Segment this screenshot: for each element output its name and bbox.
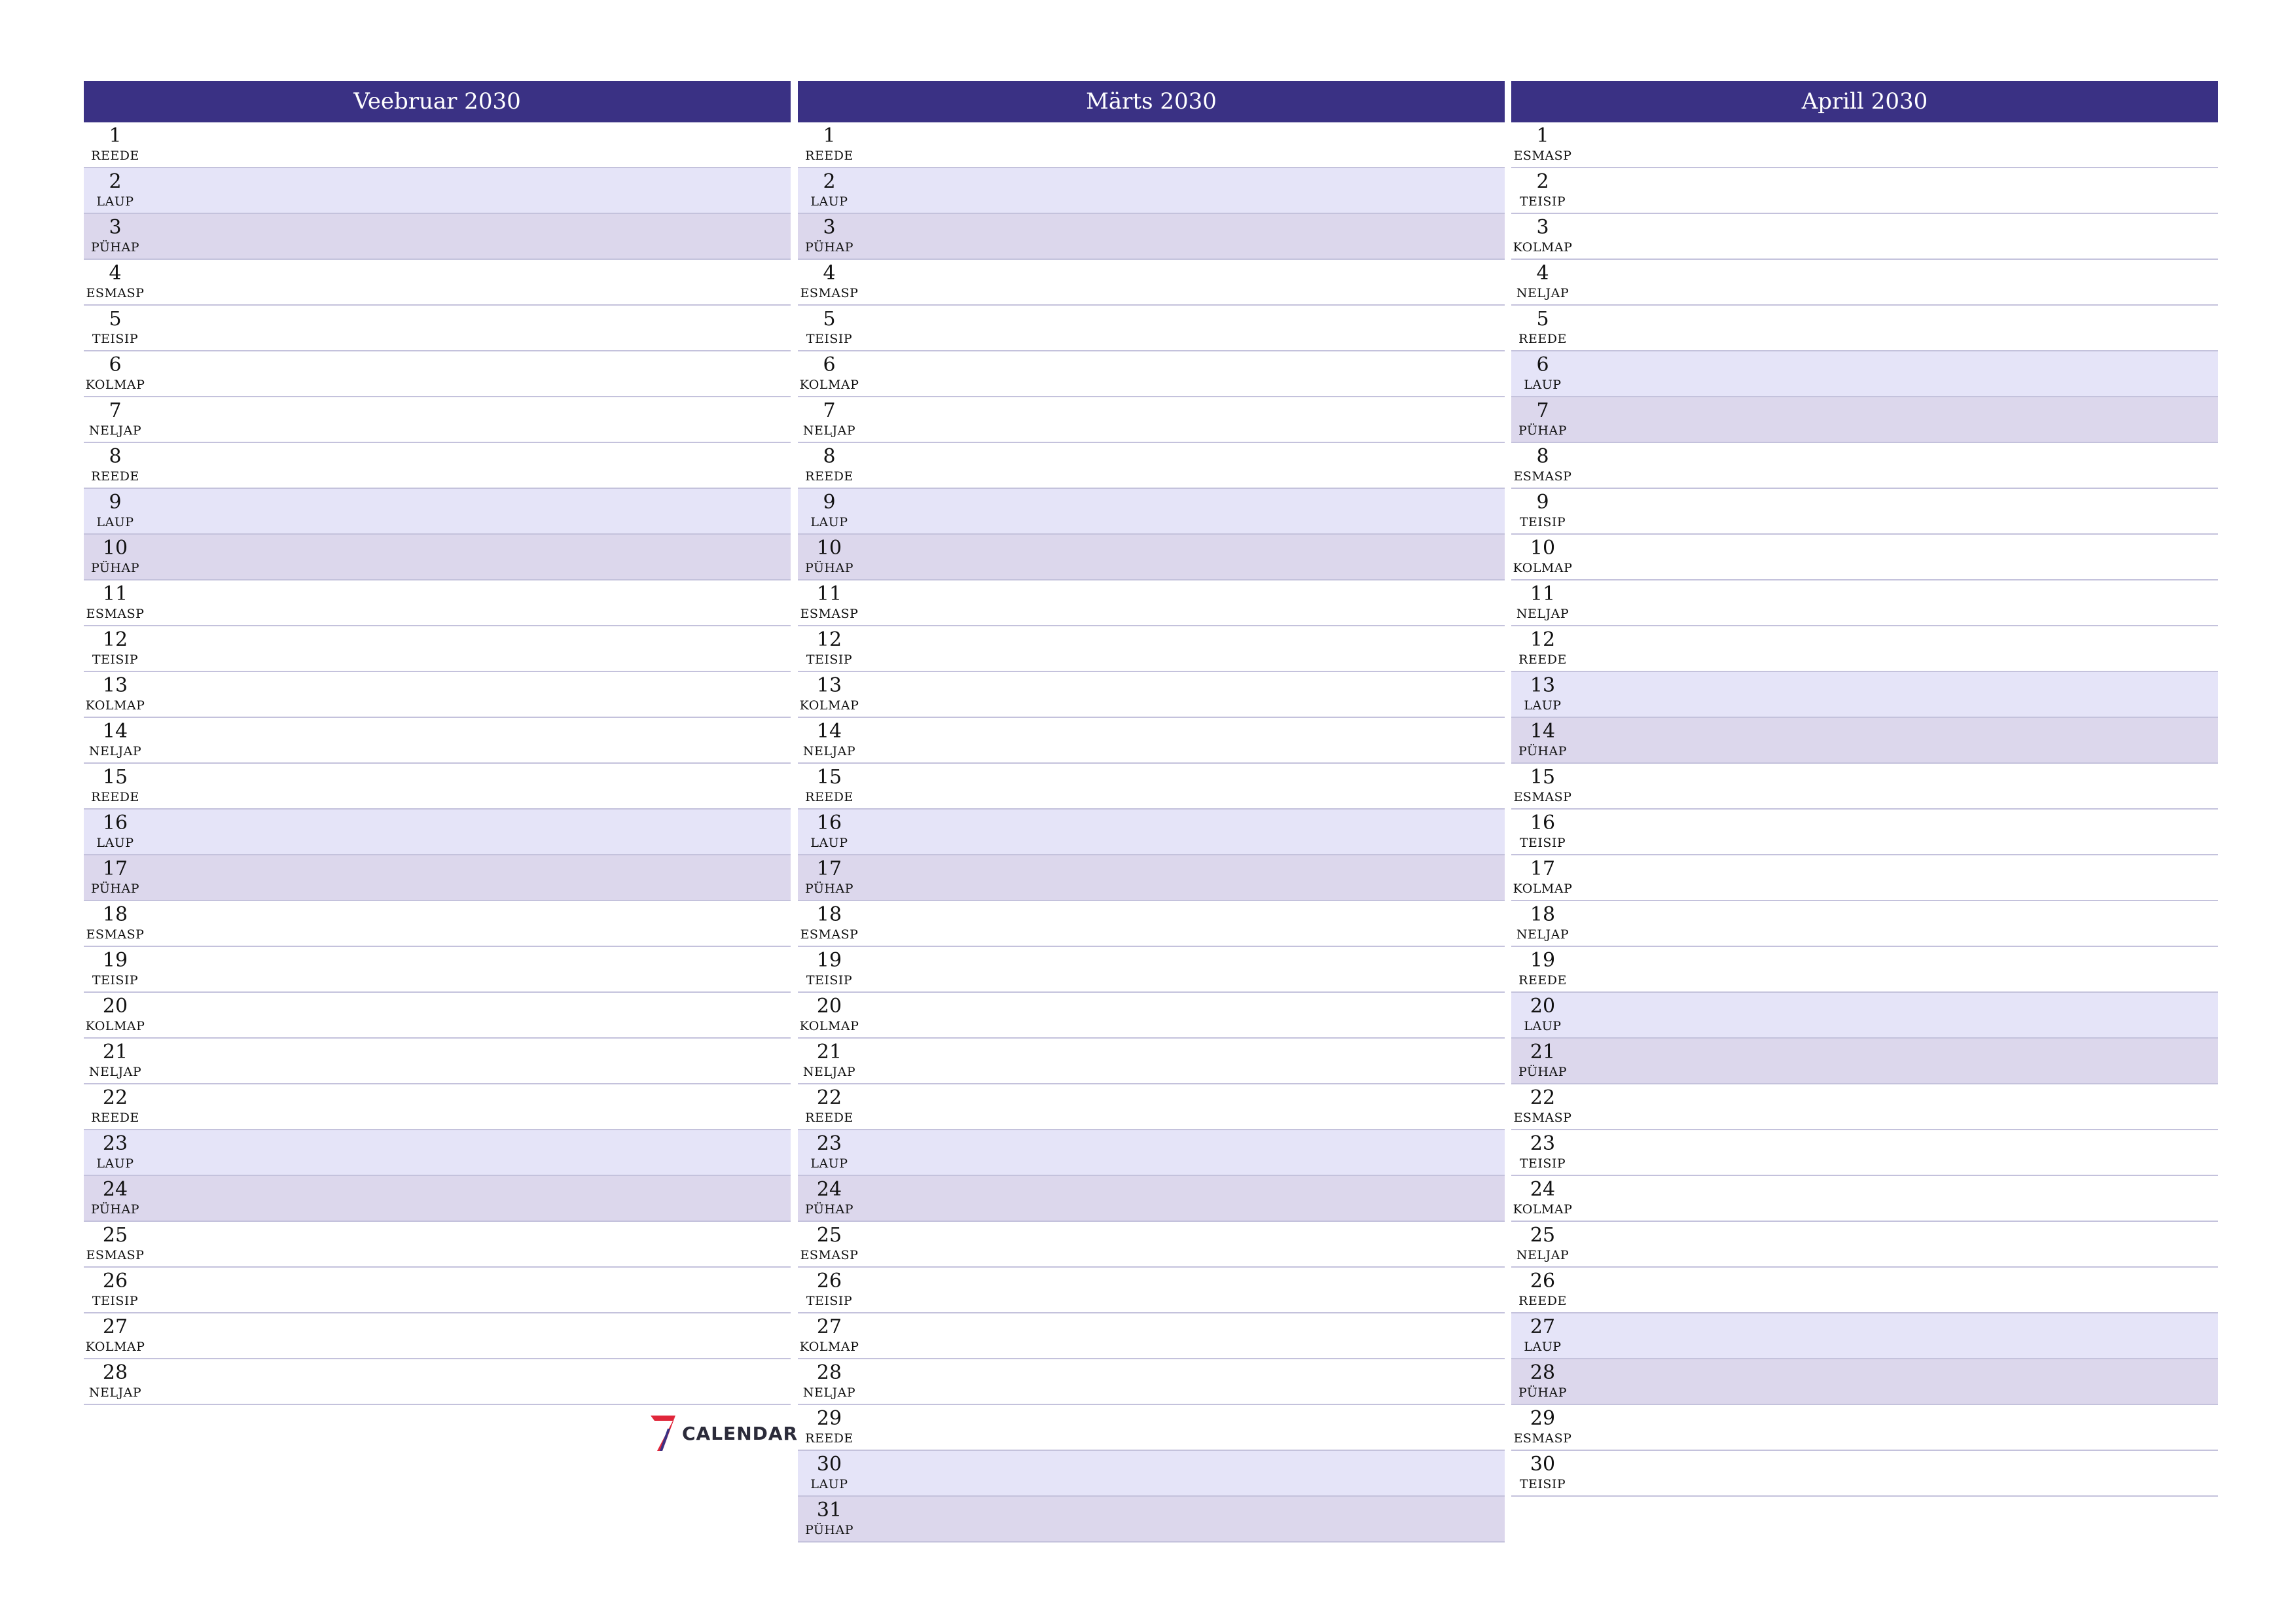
day-number: 3 xyxy=(823,216,836,239)
day-number: 23 xyxy=(1530,1132,1556,1155)
day-number: 12 xyxy=(102,628,128,651)
day-number: 14 xyxy=(102,720,128,743)
weekday-label: REEDE xyxy=(805,790,853,804)
weekday-label: TEISIP xyxy=(1519,1477,1566,1491)
day-row[interactable] xyxy=(84,1222,791,1268)
day-row[interactable] xyxy=(798,1084,1505,1130)
weekday-label: KOLMAP xyxy=(85,1019,145,1033)
day-row[interactable] xyxy=(84,947,791,993)
logo-text: CALENDAR xyxy=(682,1422,798,1444)
seven-calendar-logo-icon xyxy=(648,1414,677,1452)
weekday-label: ESMASP xyxy=(1513,1431,1572,1446)
weekday-label: ESMASP xyxy=(1513,790,1572,804)
day-number: 6 xyxy=(823,353,836,376)
day-row[interactable] xyxy=(1511,168,2218,214)
day-row[interactable] xyxy=(798,1039,1505,1084)
day-number: 2 xyxy=(823,170,836,193)
day-row[interactable] xyxy=(84,214,791,260)
day-row[interactable] xyxy=(1511,1405,2218,1451)
day-number: 15 xyxy=(102,766,128,789)
weekday-label: KOLMAP xyxy=(799,378,859,392)
day-row[interactable] xyxy=(798,260,1505,306)
day-number: 19 xyxy=(1530,949,1556,972)
weekday-label: PÜHAP xyxy=(804,1523,854,1537)
weekday-label: TEISIP xyxy=(92,973,139,988)
weekday-label: LAUP xyxy=(810,515,848,529)
day-number: 10 xyxy=(1530,537,1556,560)
weekday-label: NELJAP xyxy=(88,1065,142,1079)
weekday-label: LAUP xyxy=(96,836,134,850)
weekday-label: TEISIP xyxy=(92,1294,139,1308)
day-number: 28 xyxy=(1530,1361,1556,1384)
weekday-label: NELJAP xyxy=(802,423,856,438)
day-number: 27 xyxy=(1530,1315,1556,1338)
day-number: 26 xyxy=(102,1270,128,1293)
weekday-label: PÜHAP xyxy=(1518,1385,1568,1400)
day-row[interactable] xyxy=(1511,214,2218,260)
weekday-label: ESMASP xyxy=(800,286,859,300)
weekday-label: KOLMAP xyxy=(799,1340,859,1354)
weekday-label: ESMASP xyxy=(1513,149,1572,163)
month-column-april xyxy=(1511,81,2218,1497)
day-row[interactable] xyxy=(84,1268,791,1313)
day-row[interactable] xyxy=(798,718,1505,764)
weekday-label: REEDE xyxy=(91,790,139,804)
month-title: Veebruar 2030 xyxy=(84,81,791,122)
day-number: 22 xyxy=(1530,1086,1556,1109)
day-row[interactable] xyxy=(1511,855,2218,901)
day-number: 1 xyxy=(823,124,836,147)
weekday-label: REEDE xyxy=(91,469,139,484)
day-row[interactable] xyxy=(84,718,791,764)
day-number: 21 xyxy=(102,1041,128,1063)
day-number: 19 xyxy=(816,949,842,972)
day-number: 30 xyxy=(1530,1453,1556,1476)
day-number: 22 xyxy=(816,1086,842,1109)
day-row[interactable] xyxy=(798,810,1505,855)
day-number: 5 xyxy=(823,308,836,330)
day-row[interactable] xyxy=(1511,1084,2218,1130)
day-number: 24 xyxy=(1530,1178,1556,1201)
day-row[interactable] xyxy=(1511,260,2218,306)
day-number: 4 xyxy=(1536,262,1549,285)
day-row[interactable] xyxy=(798,901,1505,947)
weekday-label: REEDE xyxy=(1518,652,1567,667)
day-row[interactable] xyxy=(798,1359,1505,1405)
weekday-label: TEISIP xyxy=(806,332,853,346)
weekday-label: PÜHAP xyxy=(1518,744,1568,758)
weekday-label: REEDE xyxy=(1518,973,1567,988)
day-number: 25 xyxy=(1530,1224,1556,1247)
day-number: 5 xyxy=(109,308,122,330)
weekday-label: ESMASP xyxy=(800,1248,859,1262)
day-number: 1 xyxy=(109,124,122,147)
weekday-label: ESMASP xyxy=(86,1248,145,1262)
day-number: 11 xyxy=(102,582,128,605)
day-number: 9 xyxy=(823,491,836,514)
weekday-label: PÜHAP xyxy=(1518,423,1568,438)
weekday-label: NELJAP xyxy=(1516,927,1570,942)
weekday-label: LAUP xyxy=(1524,378,1562,392)
day-number: 4 xyxy=(823,262,836,285)
day-number: 28 xyxy=(816,1361,842,1384)
weekday-label: PÜHAP xyxy=(804,882,854,896)
day-row[interactable] xyxy=(798,1268,1505,1313)
day-row[interactable] xyxy=(798,626,1505,672)
day-row[interactable] xyxy=(1511,993,2218,1039)
day-number: 26 xyxy=(816,1270,842,1293)
day-row[interactable] xyxy=(84,1039,791,1084)
day-row[interactable] xyxy=(1511,1451,2218,1497)
day-number: 24 xyxy=(102,1178,128,1201)
day-row[interactable] xyxy=(798,489,1505,535)
weekday-label: TEISIP xyxy=(1519,515,1566,529)
weekday-label: REEDE xyxy=(805,1431,853,1446)
day-number: 21 xyxy=(816,1041,842,1063)
weekday-label: LAUP xyxy=(96,1156,134,1171)
day-row[interactable] xyxy=(84,1130,791,1176)
weekday-label: NELJAP xyxy=(1516,607,1570,621)
weekday-label: NELJAP xyxy=(1516,286,1570,300)
weekday-label: PÜHAP xyxy=(804,1202,854,1217)
day-row[interactable] xyxy=(1511,1039,2218,1084)
day-number: 26 xyxy=(1530,1270,1556,1293)
day-number: 31 xyxy=(816,1499,842,1522)
weekday-label: TEISIP xyxy=(806,1294,853,1308)
weekday-label: ESMASP xyxy=(86,927,145,942)
day-row[interactable] xyxy=(84,443,791,489)
day-row[interactable] xyxy=(798,672,1505,718)
weekday-label: TEISIP xyxy=(1519,836,1566,850)
day-number: 8 xyxy=(823,445,836,468)
day-number: 8 xyxy=(1536,445,1549,468)
weekday-label: ESMASP xyxy=(86,286,145,300)
weekday-label: TEISIP xyxy=(1519,1156,1566,1171)
day-row[interactable] xyxy=(84,901,791,947)
day-row[interactable] xyxy=(798,1451,1505,1497)
month-column-march xyxy=(798,81,1505,1543)
day-number: 1 xyxy=(1536,124,1549,147)
day-row[interactable] xyxy=(84,1084,791,1130)
day-row[interactable] xyxy=(1511,351,2218,397)
day-row[interactable] xyxy=(1511,489,2218,535)
weekday-label: TEISIP xyxy=(1519,194,1566,209)
weekday-label: REEDE xyxy=(805,1111,853,1125)
day-row[interactable] xyxy=(1511,672,2218,718)
day-number: 22 xyxy=(102,1086,128,1109)
day-row[interactable] xyxy=(84,260,791,306)
day-number: 15 xyxy=(1530,766,1556,789)
weekday-label: ESMASP xyxy=(800,927,859,942)
weekday-label: LAUP xyxy=(96,194,134,209)
weekday-label: NELJAP xyxy=(88,744,142,758)
day-row[interactable] xyxy=(798,1176,1505,1222)
day-number: 25 xyxy=(102,1224,128,1247)
weekday-label: ESMASP xyxy=(86,607,145,621)
day-number: 27 xyxy=(816,1315,842,1338)
weekday-label: REEDE xyxy=(91,1111,139,1125)
day-row[interactable] xyxy=(1511,306,2218,351)
day-number: 16 xyxy=(102,812,128,834)
day-number: 18 xyxy=(102,903,128,926)
day-number: 25 xyxy=(816,1224,842,1247)
weekday-label: LAUP xyxy=(96,515,134,529)
weekday-label: REEDE xyxy=(805,149,853,163)
day-number: 13 xyxy=(1530,674,1556,697)
day-number: 23 xyxy=(816,1132,842,1155)
weekday-label: LAUP xyxy=(1524,1340,1562,1354)
day-row[interactable] xyxy=(1511,626,2218,672)
weekday-label: NELJAP xyxy=(88,423,142,438)
weekday-label: KOLMAP xyxy=(85,1340,145,1354)
weekday-label: KOLMAP xyxy=(85,378,145,392)
weekday-label: KOLMAP xyxy=(799,698,859,713)
month-title: Märts 2030 xyxy=(798,81,1505,122)
day-row[interactable] xyxy=(1511,397,2218,443)
weekday-label: PÜHAP xyxy=(804,240,854,255)
day-number: 7 xyxy=(1536,399,1549,422)
day-number: 13 xyxy=(102,674,128,697)
day-number: 16 xyxy=(1530,812,1556,834)
day-number: 14 xyxy=(1530,720,1556,743)
day-row[interactable] xyxy=(1511,1222,2218,1268)
day-number: 29 xyxy=(1530,1407,1556,1430)
day-row[interactable] xyxy=(84,764,791,810)
weekday-label: LAUP xyxy=(1524,1019,1562,1033)
weekday-label: LAUP xyxy=(810,194,848,209)
day-number: 17 xyxy=(816,857,842,880)
day-row[interactable] xyxy=(798,351,1505,397)
day-row[interactable] xyxy=(798,397,1505,443)
day-row[interactable] xyxy=(1511,947,2218,993)
weekday-label: ESMASP xyxy=(1513,1111,1572,1125)
day-row[interactable] xyxy=(1511,901,2218,947)
weekday-label: LAUP xyxy=(810,1156,848,1171)
weekday-label: PÜHAP xyxy=(90,882,140,896)
day-number: 7 xyxy=(823,399,836,422)
day-row[interactable] xyxy=(1511,1130,2218,1176)
day-number: 5 xyxy=(1536,308,1549,330)
day-row[interactable] xyxy=(1511,443,2218,489)
day-number: 3 xyxy=(109,216,122,239)
day-number: 6 xyxy=(109,353,122,376)
day-list xyxy=(1511,122,2218,1497)
day-list xyxy=(84,122,791,1405)
day-number: 18 xyxy=(816,903,842,926)
day-row[interactable] xyxy=(1511,1176,2218,1222)
day-row[interactable] xyxy=(84,993,791,1039)
weekday-label: KOLMAP xyxy=(85,698,145,713)
day-number: 17 xyxy=(102,857,128,880)
day-number: 20 xyxy=(1530,995,1556,1018)
day-number: 3 xyxy=(1536,216,1549,239)
day-number: 24 xyxy=(816,1178,842,1201)
day-row[interactable] xyxy=(1511,810,2218,855)
day-number: 20 xyxy=(816,995,842,1018)
day-row[interactable] xyxy=(84,397,791,443)
day-number: 10 xyxy=(816,537,842,560)
weekday-label: TEISIP xyxy=(92,332,139,346)
day-number: 30 xyxy=(816,1453,842,1476)
weekday-label: NELJAP xyxy=(1516,1248,1570,1262)
weekday-label: KOLMAP xyxy=(1513,1202,1573,1217)
day-row[interactable] xyxy=(798,1130,1505,1176)
day-row[interactable] xyxy=(84,855,791,901)
day-row[interactable] xyxy=(84,168,791,214)
weekday-label: LAUP xyxy=(810,836,848,850)
weekday-label: NELJAP xyxy=(802,1385,856,1400)
day-row[interactable] xyxy=(84,351,791,397)
weekday-label: REEDE xyxy=(805,469,853,484)
day-row[interactable] xyxy=(798,535,1505,580)
day-row[interactable] xyxy=(84,122,791,168)
day-number: 21 xyxy=(1530,1041,1556,1063)
day-number: 12 xyxy=(816,628,842,651)
weekday-label: PÜHAP xyxy=(90,1202,140,1217)
day-row[interactable] xyxy=(1511,122,2218,168)
day-row[interactable] xyxy=(1511,764,2218,810)
day-number: 9 xyxy=(1536,491,1549,514)
weekday-label: KOLMAP xyxy=(1513,561,1573,575)
weekday-label: TEISIP xyxy=(806,973,853,988)
day-row[interactable] xyxy=(84,306,791,351)
calendar-logo[interactable] xyxy=(648,1414,798,1453)
day-number: 17 xyxy=(1530,857,1556,880)
day-row[interactable] xyxy=(84,489,791,535)
month-column-february xyxy=(84,81,791,1405)
day-number: 18 xyxy=(1530,903,1556,926)
day-number: 2 xyxy=(109,170,122,193)
day-row[interactable] xyxy=(798,168,1505,214)
weekday-label: KOLMAP xyxy=(1513,240,1573,255)
day-number: 10 xyxy=(102,537,128,560)
day-number: 8 xyxy=(109,445,122,468)
day-number: 23 xyxy=(102,1132,128,1155)
day-row[interactable] xyxy=(798,1313,1505,1359)
day-number: 19 xyxy=(102,949,128,972)
weekday-label: TEISIP xyxy=(806,652,853,667)
weekday-label: NELJAP xyxy=(802,744,856,758)
day-row[interactable] xyxy=(798,764,1505,810)
weekday-label: REEDE xyxy=(91,149,139,163)
day-row[interactable] xyxy=(84,672,791,718)
day-row[interactable] xyxy=(84,626,791,672)
day-number: 15 xyxy=(816,766,842,789)
weekday-label: PÜHAP xyxy=(804,561,854,575)
day-row[interactable] xyxy=(84,1176,791,1222)
day-number: 28 xyxy=(102,1361,128,1384)
day-row[interactable] xyxy=(798,306,1505,351)
day-number: 7 xyxy=(109,399,122,422)
day-number: 14 xyxy=(816,720,842,743)
day-number: 2 xyxy=(1536,170,1549,193)
day-row[interactable] xyxy=(1511,1359,2218,1405)
day-row[interactable] xyxy=(798,1405,1505,1451)
weekday-label: TEISIP xyxy=(92,652,139,667)
day-row[interactable] xyxy=(798,443,1505,489)
day-number: 11 xyxy=(816,582,842,605)
weekday-label: PÜHAP xyxy=(1518,1065,1568,1079)
day-row[interactable] xyxy=(798,993,1505,1039)
day-row[interactable] xyxy=(798,580,1505,626)
day-row[interactable] xyxy=(84,810,791,855)
day-row[interactable] xyxy=(84,580,791,626)
day-number: 20 xyxy=(102,995,128,1018)
weekday-label: ESMASP xyxy=(1513,469,1572,484)
day-row[interactable] xyxy=(1511,1313,2218,1359)
weekday-label: REEDE xyxy=(1518,1294,1567,1308)
month-title: Aprill 2030 xyxy=(1511,81,2218,122)
day-number: 16 xyxy=(816,812,842,834)
day-number: 27 xyxy=(102,1315,128,1338)
day-row[interactable] xyxy=(1511,1268,2218,1313)
weekday-label: KOLMAP xyxy=(1513,882,1573,896)
weekday-label: NELJAP xyxy=(88,1385,142,1400)
day-row[interactable] xyxy=(84,1313,791,1359)
day-row[interactable] xyxy=(84,1359,791,1405)
weekday-label: KOLMAP xyxy=(799,1019,859,1033)
day-number: 6 xyxy=(1536,353,1549,376)
day-number: 13 xyxy=(816,674,842,697)
day-number: 11 xyxy=(1530,582,1556,605)
day-row[interactable] xyxy=(798,214,1505,260)
day-row[interactable] xyxy=(798,122,1505,168)
day-number: 4 xyxy=(109,262,122,285)
day-row[interactable] xyxy=(798,1222,1505,1268)
day-row[interactable] xyxy=(1511,718,2218,764)
day-number: 29 xyxy=(816,1407,842,1430)
weekday-label: ESMASP xyxy=(800,607,859,621)
weekday-label: PÜHAP xyxy=(90,561,140,575)
day-row[interactable] xyxy=(1511,535,2218,580)
weekday-label: NELJAP xyxy=(802,1065,856,1079)
day-row[interactable] xyxy=(798,1497,1505,1543)
day-row[interactable] xyxy=(798,855,1505,901)
day-list xyxy=(798,122,1505,1543)
day-row[interactable] xyxy=(1511,580,2218,626)
weekday-label: PÜHAP xyxy=(90,240,140,255)
day-number: 12 xyxy=(1530,628,1556,651)
weekday-label: LAUP xyxy=(1524,698,1562,713)
weekday-label: REEDE xyxy=(1518,332,1567,346)
weekday-label: LAUP xyxy=(810,1477,848,1491)
day-row[interactable] xyxy=(84,535,791,580)
day-row[interactable] xyxy=(798,947,1505,993)
day-number: 9 xyxy=(109,491,122,514)
